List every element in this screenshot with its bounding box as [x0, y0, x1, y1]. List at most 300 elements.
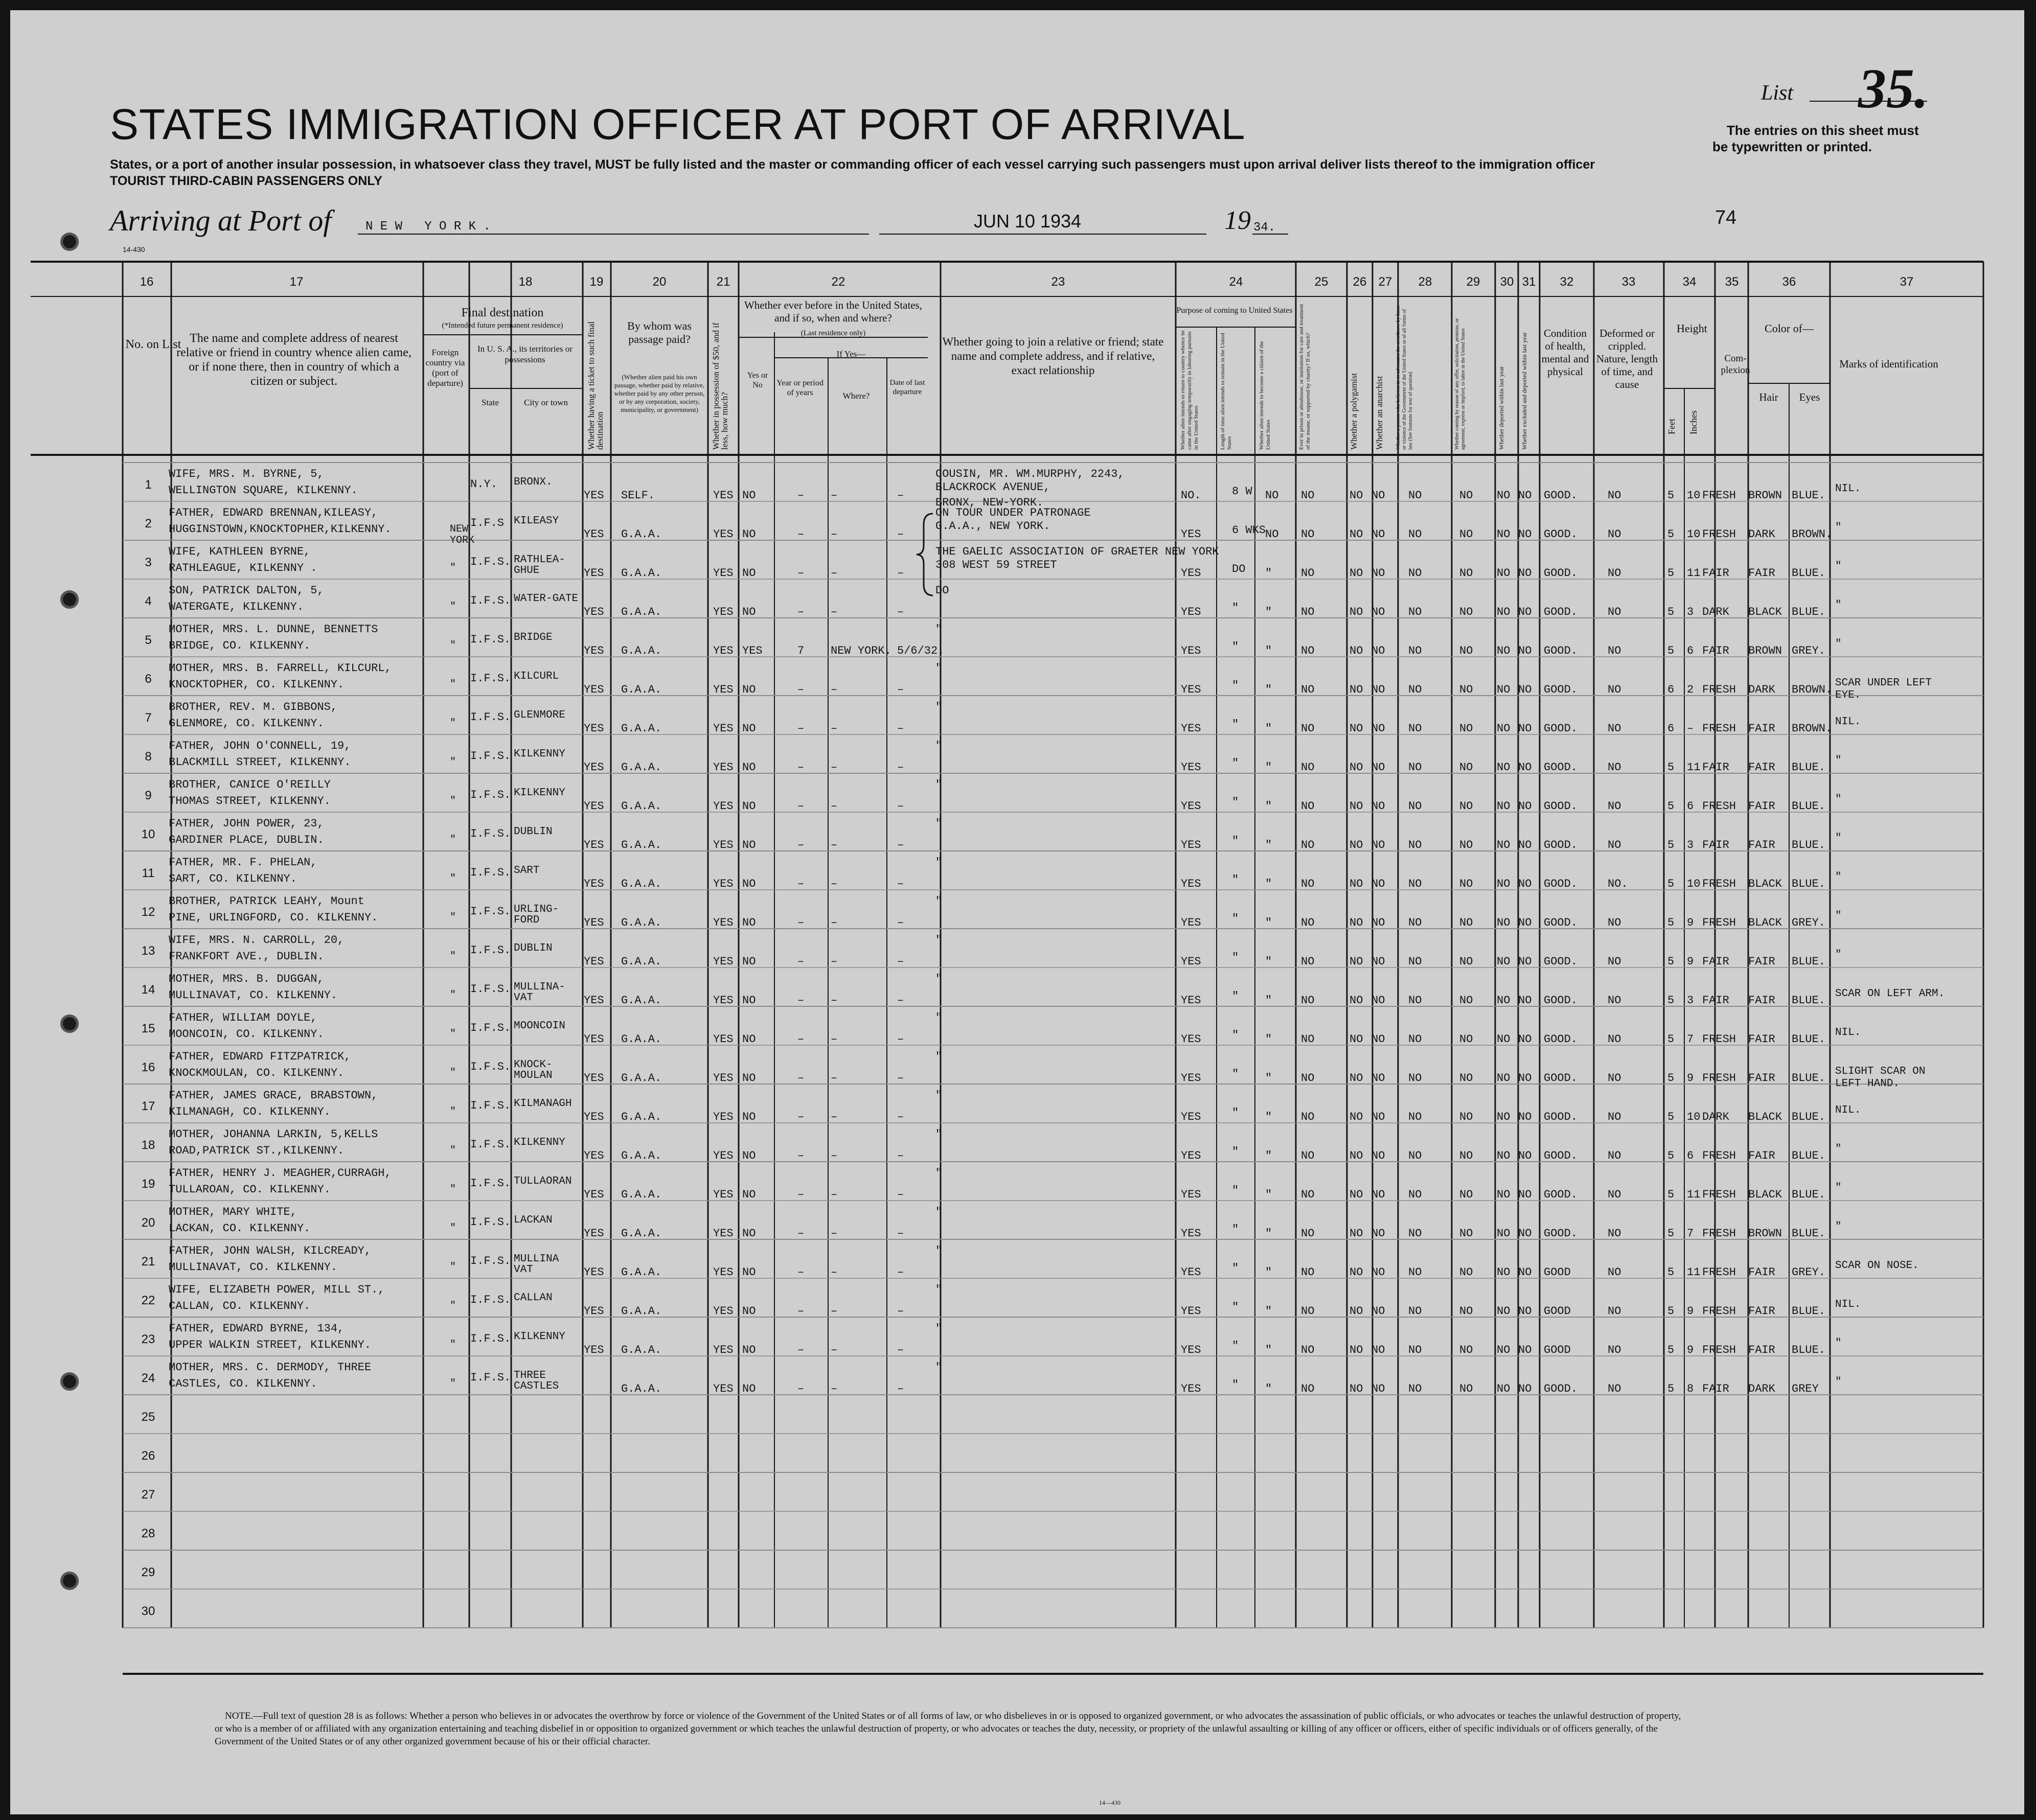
eyes-value: BROWN. [1792, 528, 1833, 541]
foreign-country: " [450, 640, 456, 652]
destination-state: I.F.S. [470, 827, 511, 840]
relative-line-1: FATHER, JOHN WALSH, KILCREADY, [169, 1245, 372, 1257]
ever-before-yn: NO [742, 955, 756, 968]
relative-line-1: WIFE, ELIZABETH POWER, MILL ST., [169, 1283, 385, 1296]
hair-value: FAIR [1748, 761, 1775, 774]
q27-value: NO [1371, 489, 1385, 502]
join-line-1: ON TOUR UNDER PATRONAGE [935, 506, 1091, 519]
paid-by: G.A.A. [621, 1111, 662, 1123]
marks-value: NIL. [1835, 716, 1861, 728]
money-50: YES [713, 955, 734, 968]
purpose-length: " [1232, 835, 1239, 847]
q29-value: NO [1459, 1072, 1473, 1085]
purpose-length: " [1232, 1029, 1239, 1042]
paid-by: G.A.A. [621, 761, 662, 774]
last-departure: – [897, 955, 904, 968]
height-feet: 5 [1667, 644, 1675, 657]
marks-value: " [1835, 949, 1842, 961]
join-line-1: " [935, 1128, 943, 1141]
header-marks: Marks of identification [1839, 358, 1938, 370]
ticket-value: YES [584, 916, 604, 929]
q30-value: NO [1497, 722, 1511, 735]
ever-before-where: – [831, 761, 838, 774]
column-number: 31 [1522, 275, 1536, 289]
hair-value: BLACK [1748, 1111, 1782, 1123]
money-50: YES [713, 994, 734, 1007]
purpose-return: YES [1181, 1072, 1201, 1085]
foreign-country: " [450, 1106, 456, 1118]
eyes-value: BLUE. [1792, 1033, 1826, 1046]
header-complexion: Com-plexion [1721, 353, 1750, 376]
typewritten-note-1: The entries on this sheet must [1727, 123, 1919, 138]
q27-value: NO [1371, 994, 1385, 1007]
destination-state: I.F.S. [470, 750, 511, 763]
ever-before-years: – [797, 1266, 805, 1279]
relative-line-1: MOTHER, MRS. B. DUGGAN, [169, 973, 324, 985]
complexion-value: FRESH [1702, 1033, 1736, 1046]
marks-value: " [1835, 871, 1842, 883]
purpose-citizen: " [1265, 1227, 1272, 1240]
relative-line-1: BROTHER, REV. M. GIBBONS, [169, 701, 338, 713]
hair-value: FAIR [1748, 1149, 1775, 1162]
q29-value: NO [1459, 1383, 1473, 1395]
deformed-value: NO [1608, 994, 1621, 1007]
header-last-residence: (Last residence only) [800, 329, 866, 337]
destination-city: DUBLIN [514, 826, 553, 838]
ever-before-where: – [831, 1383, 838, 1395]
q25-value: NO [1301, 528, 1315, 541]
ever-before-where: – [831, 1227, 838, 1240]
relative-line-1: FATHER, EDWARD BRENNAN,KILEASY, [169, 506, 378, 519]
ticket-value: YES [584, 1111, 604, 1123]
row-number: 26 [141, 1449, 155, 1463]
foreign-country: " [450, 989, 456, 1001]
column-number: 29 [1466, 275, 1480, 289]
hair-value: FAIR [1748, 1266, 1775, 1279]
height-feet: 5 [1667, 1149, 1675, 1162]
relative-line-2: PINE, URLINGFORD, CO. KILKENNY. [169, 911, 378, 924]
q31-value: NO [1518, 683, 1532, 696]
destination-city: KNOCK-MOULAN [514, 1059, 553, 1081]
column-number: 25 [1314, 275, 1329, 289]
eyes-value: BLUE. [1792, 1111, 1826, 1123]
column-number: 23 [1051, 275, 1065, 289]
eyes-value: BLUE. [1792, 489, 1826, 502]
q25-value: NO [1301, 839, 1315, 851]
height-inches: 9 [1687, 1344, 1694, 1356]
list-number: 35. [1858, 57, 1929, 120]
q27-value: NO [1371, 1111, 1385, 1123]
health-value: GOOD. [1544, 761, 1578, 774]
height-feet: 6 [1667, 722, 1675, 735]
ticket-value: YES [584, 683, 604, 696]
q30-value: NO [1497, 761, 1511, 774]
header-nearest-relative: The name and complete address of nearest relative or friend in country whence alien came, or if none there, then in country of which a citizen or subject. [176, 332, 411, 388]
height-feet: 5 [1667, 567, 1675, 580]
purpose-return: YES [1181, 878, 1201, 890]
ever-before-where: – [831, 1305, 838, 1318]
ever-before-yn: NO [742, 528, 756, 541]
marks-value: NIL. [1835, 1027, 1861, 1039]
ever-before-where: – [831, 878, 838, 890]
q31-value: NO [1518, 761, 1532, 774]
q29-value: NO [1459, 800, 1473, 813]
ticket-value: YES [584, 1149, 604, 1162]
row-number: 17 [141, 1099, 155, 1113]
q28-value: NO [1408, 489, 1422, 502]
purpose-return: YES [1181, 1344, 1201, 1356]
purpose-citizen: " [1265, 800, 1272, 813]
relative-line-1: SON, PATRICK DALTON, 5, [169, 584, 324, 597]
paid-by: G.A.A. [621, 567, 662, 580]
ever-before-yn: NO [742, 683, 756, 696]
header-final-destination: Final destination [461, 306, 544, 319]
q29-value: NO [1459, 644, 1473, 657]
purpose-citizen: " [1265, 955, 1272, 968]
deformed-value: NO [1608, 955, 1621, 968]
ever-before-yn: NO [742, 489, 756, 502]
purpose-return: YES [1181, 1149, 1201, 1162]
health-value: GOOD. [1544, 683, 1578, 696]
ticket-value: YES [584, 528, 604, 541]
q31-value: NO [1518, 1072, 1532, 1085]
foreign-country: " [450, 562, 456, 574]
header-v28: Whether a person who believes in or advocates the overthrow by force or violence of the Government of the United States or of all forms of law (See footnote for text of question) [1396, 305, 1413, 450]
money-50: YES [713, 567, 734, 580]
q25-value: NO [1301, 800, 1315, 813]
row-number: 15 [141, 1022, 155, 1035]
health-value: GOOD. [1544, 528, 1578, 541]
header-v24c: Whether alien intends to become a citizen of the United States [1259, 341, 1271, 450]
destination-state: I.F.S. [470, 1294, 511, 1306]
relative-line-1: FATHER, JOHN O'CONNELL, 19, [169, 740, 351, 752]
purpose-citizen: " [1265, 1188, 1272, 1201]
height-feet: 5 [1667, 1188, 1675, 1201]
footer-code: 14—430 [1099, 1799, 1120, 1806]
hair-value: BLACK [1748, 1188, 1782, 1201]
height-inches: 8 [1687, 1383, 1694, 1395]
year-suffix: 34. [1253, 221, 1276, 235]
health-value: GOOD. [1544, 567, 1578, 580]
eyes-value: BLUE. [1792, 606, 1826, 618]
destination-city: SART [514, 865, 540, 877]
marks-value: SLIGHT SCAR ON LEFT HAND. [1835, 1066, 1926, 1090]
q28-value: NO [1408, 1344, 1422, 1356]
destination-city: MOONCOIN [514, 1020, 565, 1032]
ever-before-where: – [831, 1149, 838, 1162]
header-where: Where? [842, 391, 870, 401]
header-hair: Hair [1759, 391, 1778, 403]
relative-line-1: WIFE, MRS. N. CARROLL, 20, [169, 934, 345, 947]
marks-value: " [1835, 1182, 1842, 1194]
ever-before-yn: NO [742, 1227, 756, 1240]
q28-value: NO [1408, 1305, 1422, 1318]
q29-value: NO [1459, 528, 1473, 541]
paid-by: G.A.A. [621, 528, 662, 541]
column-number: 20 [652, 275, 667, 289]
height-feet: 5 [1667, 528, 1675, 541]
complexion-value: DARK [1702, 606, 1729, 618]
purpose-length: " [1232, 640, 1239, 653]
q28-value: NO [1408, 644, 1422, 657]
paid-by: G.A.A. [621, 1072, 662, 1085]
ever-before-where: – [831, 683, 838, 696]
purpose-length: " [1232, 796, 1239, 809]
q29-value: NO [1459, 606, 1473, 618]
money-50: YES [713, 489, 734, 502]
ever-before-years: – [797, 761, 805, 774]
foreign-country: " [450, 718, 456, 729]
destination-city: CALLAN [514, 1292, 553, 1304]
height-inches: – [1687, 722, 1694, 735]
height-inches: 6 [1687, 800, 1694, 813]
purpose-citizen: " [1265, 1149, 1272, 1162]
q27-value: NO [1371, 567, 1385, 580]
height-inches: 2 [1687, 683, 1694, 696]
ever-before-years: – [797, 916, 805, 929]
join-line-1: " [935, 662, 943, 675]
deformed-value: NO [1608, 1344, 1621, 1356]
ever-before-years: – [797, 994, 805, 1007]
q26-value: NO [1349, 839, 1363, 851]
relative-line-1: FATHER, MR. F. PHELAN, [169, 856, 317, 869]
height-inches: 9 [1687, 1072, 1694, 1085]
ever-before-yn: NO [742, 839, 756, 851]
marks-value: " [1835, 1376, 1842, 1388]
hair-value: FAIR [1748, 994, 1775, 1007]
q29-value: NO [1459, 1149, 1473, 1162]
deformed-value: NO [1608, 1072, 1621, 1085]
purpose-citizen: " [1265, 994, 1272, 1007]
ticket-value: YES [584, 722, 604, 735]
height-inches: 10 [1687, 878, 1701, 890]
marks-value: SCAR ON NOSE. [1835, 1260, 1919, 1272]
complexion-value: FAIR [1702, 839, 1729, 851]
q30-value: NO [1497, 1072, 1511, 1085]
header-eyes: Eyes [1799, 391, 1820, 403]
foreign-country: " [450, 912, 456, 924]
ever-before-where: – [831, 1266, 838, 1279]
destination-state: I.F.S. [470, 1332, 511, 1345]
destination-city: GLENMORE [514, 709, 565, 721]
q31-value: NO [1518, 1149, 1532, 1162]
column-number: 35 [1725, 275, 1739, 289]
q27-value: NO [1371, 1383, 1385, 1395]
eyes-value: BROWN. [1792, 683, 1833, 696]
row-number: 2 [145, 517, 152, 531]
q30-value: NO [1497, 1033, 1511, 1046]
q26-value: NO [1349, 644, 1363, 657]
q26-value: NO [1349, 567, 1363, 580]
q26-value: NO [1349, 722, 1363, 735]
complexion-value: DARK [1702, 1111, 1729, 1123]
page-title: STATES IMMIGRATION OFFICER AT PORT OF ARRIVAL [110, 100, 1246, 148]
row-number: 20 [141, 1216, 155, 1230]
health-value: GOOD [1544, 1305, 1571, 1318]
marks-value: " [1835, 522, 1842, 534]
join-line-1: " [935, 1361, 943, 1374]
header-no-on-list: No. on List [125, 338, 181, 351]
ticket-value: YES [584, 994, 604, 1007]
column-number: 32 [1560, 275, 1574, 289]
foreign-country: " [450, 1261, 456, 1273]
complexion-value: FRESH [1702, 878, 1736, 890]
row-number: 24 [141, 1371, 155, 1385]
height-feet: 5 [1667, 1344, 1675, 1356]
q31-value: NO [1518, 528, 1532, 541]
paid-by: SELF. [621, 489, 655, 502]
ticket-value: YES [584, 606, 604, 618]
purpose-length: " [1232, 1340, 1239, 1352]
relative-line-1: BROTHER, PATRICK LEAHY, Mount [169, 895, 364, 908]
deformed-value: NO [1608, 800, 1621, 813]
ticket-value: YES [584, 1305, 604, 1318]
q28-value: NO [1408, 1227, 1422, 1240]
header-ticket: Whether having a ticket to such final destination [586, 321, 605, 450]
column-number: 22 [831, 275, 845, 289]
q25-value: NO [1301, 1188, 1315, 1201]
complexion-value: FAIR [1702, 994, 1729, 1007]
ticket-value: YES [584, 567, 604, 580]
marks-value: " [1835, 1221, 1842, 1233]
join-line-1: " [935, 778, 943, 791]
q30-value: NO [1497, 644, 1511, 657]
purpose-return: YES [1181, 761, 1201, 774]
row-number: 25 [141, 1410, 155, 1424]
row-number: 27 [141, 1488, 155, 1502]
q31-value: NO [1518, 722, 1532, 735]
paid-by: G.A.A. [621, 1188, 662, 1201]
relative-line-2: GLENMORE, CO. KILKENNY. [169, 717, 324, 730]
deformed-value: NO [1608, 839, 1621, 851]
page-ref: 74 [1715, 207, 1737, 228]
header-year-period: Year or period of years [776, 379, 823, 397]
class-line: TOURIST THIRD-CABIN PASSENGERS ONLY [110, 174, 382, 188]
ticket-value: YES [584, 878, 604, 890]
destination-state: N.Y. [470, 478, 497, 491]
height-inches: 3 [1687, 994, 1694, 1007]
ever-before-years: – [797, 489, 805, 502]
height-feet: 5 [1667, 1383, 1675, 1395]
complexion-value: FRESH [1702, 800, 1736, 813]
deformed-value: NO [1608, 1383, 1621, 1395]
last-departure: – [897, 567, 904, 580]
relative-line-1: FATHER, JAMES GRACE, BRABSTOWN, [169, 1089, 378, 1102]
header-deformed: Deformed or crippled. Nature, length of time, and cause [1596, 327, 1658, 390]
health-value: GOOD. [1544, 722, 1578, 735]
column-number: 19 [589, 275, 604, 289]
q29-value: NO [1459, 567, 1473, 580]
relative-line-1: WIFE, MRS. M. BYRNE, 5, [169, 468, 324, 480]
q25-value: NO [1301, 1227, 1315, 1240]
ever-before-years: – [797, 800, 805, 813]
ticket-value: YES [584, 800, 604, 813]
purpose-length: 6 WKS [1232, 524, 1266, 537]
complexion-value: FAIR [1702, 955, 1729, 968]
relative-line-2: GARDINER PLACE, DUBLIN. [169, 834, 324, 846]
q30-value: NO [1497, 955, 1511, 968]
relative-line-1: MOTHER, MARY WHITE, [169, 1206, 297, 1218]
q27-value: NO [1371, 528, 1385, 541]
paid-by: G.A.A. [621, 1033, 662, 1046]
column-number: 18 [518, 275, 533, 289]
q27-value: NO [1371, 606, 1385, 618]
complexion-value: FRESH [1702, 1344, 1736, 1356]
q26-value: NO [1349, 1305, 1363, 1318]
purpose-citizen: " [1265, 1111, 1272, 1123]
q31-value: NO [1518, 916, 1532, 929]
column-number: 37 [1900, 275, 1914, 289]
q30-value: NO [1497, 567, 1511, 580]
ever-before-where: – [831, 1188, 838, 1201]
destination-city: KILKENNY [514, 1137, 565, 1148]
q28-value: NO [1408, 994, 1422, 1007]
q29-value: NO [1459, 1344, 1473, 1356]
q25-value: NO [1301, 878, 1315, 890]
health-value: GOOD. [1544, 1188, 1578, 1201]
marks-value: " [1835, 910, 1842, 922]
money-50: YES [713, 1111, 734, 1123]
money-50: YES [713, 839, 734, 851]
destination-state: I.F.S. [470, 556, 511, 568]
complexion-value: FRESH [1702, 1305, 1736, 1318]
q29-value: NO [1459, 489, 1473, 502]
deformed-value: NO [1608, 1266, 1621, 1279]
purpose-return: YES [1181, 1188, 1201, 1201]
join-line-3: BRONX, NEW-YORK. [935, 496, 1044, 509]
header-v31: Whether excluded and deported within last year [1521, 332, 1528, 450]
purpose-return: YES [1181, 839, 1201, 851]
money-50: YES [713, 644, 734, 657]
q26-value: NO [1349, 528, 1363, 541]
deformed-value: NO. [1608, 878, 1628, 890]
q28-value: NO [1408, 1033, 1422, 1046]
relative-line-2: THOMAS STREET, KILKENNY. [169, 795, 331, 808]
q29-value: NO [1459, 839, 1473, 851]
complexion-value: FRESH [1702, 1227, 1736, 1240]
height-inches: 3 [1687, 606, 1694, 618]
complexion-value: FRESH [1702, 1266, 1736, 1279]
ever-before-where: NEW YORK. [831, 644, 891, 657]
deformed-value: NO [1608, 916, 1621, 929]
hair-value: FAIR [1748, 1072, 1775, 1085]
q28-value: NO [1408, 1266, 1422, 1279]
header-possession-50: Whether in possession of $50, and if less, how much? [711, 322, 729, 450]
eyes-value: GREY. [1792, 644, 1826, 657]
purpose-citizen: " [1265, 1383, 1272, 1395]
column-number: 34 [1682, 275, 1697, 289]
header-health: Condition of health, mental and physical [1541, 327, 1589, 378]
destination-city: URLING-FORD [514, 904, 559, 926]
ever-before-where: – [831, 955, 838, 968]
complexion-value: FRESH [1702, 683, 1736, 696]
header-yes-or-no: Yes or No [747, 371, 768, 389]
paid-by: G.A.A. [621, 1149, 662, 1162]
marks-value: SCAR ON LEFT ARM. [1835, 988, 1945, 1000]
ticket-value: YES [584, 1227, 604, 1240]
health-value: GOOD. [1544, 955, 1578, 968]
paid-by: G.A.A. [621, 839, 662, 851]
row-number: 18 [141, 1138, 155, 1152]
hair-value: FAIR [1748, 800, 1775, 813]
foreign-country: " [450, 1378, 456, 1390]
q27-value: NO [1371, 1033, 1385, 1046]
q30-value: NO [1497, 1305, 1511, 1318]
paid-by: G.A.A. [621, 644, 662, 657]
relative-line-2: CASTLES, CO. KILKENNY. [169, 1377, 317, 1390]
q30-value: NO [1497, 800, 1511, 813]
purpose-return: YES [1181, 567, 1201, 580]
